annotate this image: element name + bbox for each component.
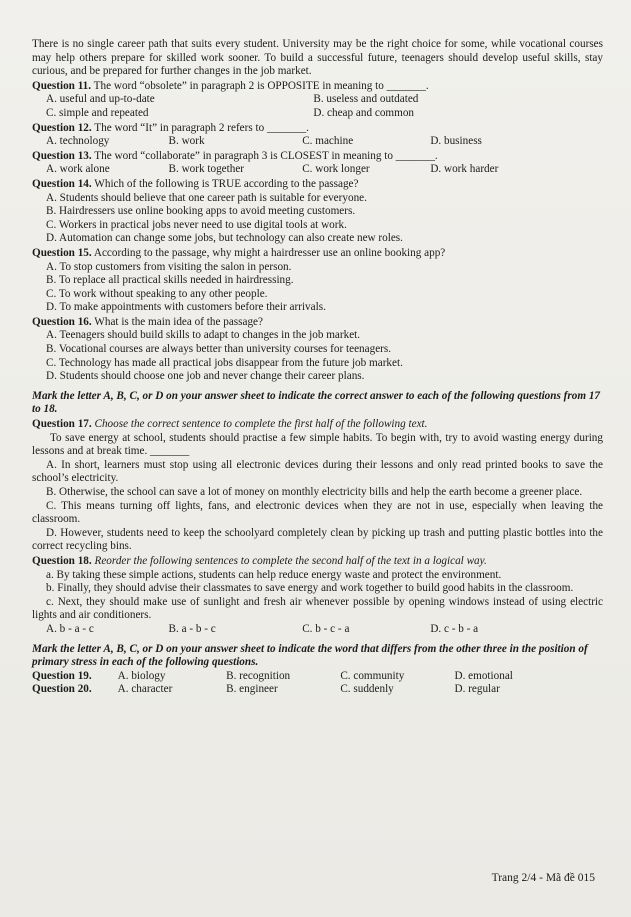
options-row [32,93,603,107]
sentence-c: c. Next, they should make use of sunlight and fresh air whenever possible by opening windows instead of using electric lights and air conditioners. [32,595,603,622]
option-c[interactable]: C. suddenly [340,683,394,696]
option-b[interactable]: B. recognition [226,669,291,682]
option-c[interactable]: C. b - c - a [302,622,350,635]
question-text: What is the main idea of the passage? [94,315,263,328]
option-b[interactable]: B. useless and outdated [313,93,419,106]
option-a[interactable]: A. character [117,683,173,696]
option-d[interactable]: D. business [430,135,482,148]
page-footer: Trang 2/4 - Mã đề 015 [491,872,595,884]
option-a[interactable]: A. technology [46,135,110,148]
question-passage: To save energy at school, students should practise a few simple habits. To begin with, try to avoid wasting energy during lessons and at break time. _______ [32,431,603,458]
option-b[interactable]: B. Vocational courses are always better than university courses for teenagers. [46,343,392,356]
section-instruction: Mark the letter A, B, C, or D on your answer sheet to indicate the word that differs from the other three in the position of primary stress in each of the following questions. [32,642,588,669]
option-c[interactable]: C. simple and repeated [46,106,149,119]
question-number: Question 18. [32,554,92,567]
question-19 [32,670,603,684]
option-d[interactable]: D. regular [454,683,500,696]
option-c[interactable]: C. To work without speaking to any other people. [46,287,268,300]
question-text: Reorder the following sentences to complete the second half of the text in a logical way. [94,554,487,567]
option-c[interactable]: C. community [340,669,405,682]
section-instruction: Mark the letter A, B, C, or D on your answer sheet to indicate the correct answer to each of the following questions from 17 to 18. [32,389,601,416]
sentence-b: b. Finally, they should advise their classmates to save energy and work together to build good habits in the classroom. [46,582,574,595]
question-16 [32,316,603,384]
question-number: Question 11. [32,79,92,92]
options-row [32,135,603,149]
option-b[interactable]: B. Otherwise, the school can save a lot of money on monthly electricity bills and help the earth become a greener place. [46,486,583,498]
question-number: Question 14. [32,177,92,190]
question-13 [32,150,603,177]
option-d[interactable]: D. To make appointments with customers before their arrivals. [46,301,326,314]
question-text: The word “obsolete” in paragraph 2 is OPPOSITE in meaning to _______. [93,79,429,92]
option-a[interactable]: A. work alone [46,163,110,176]
option-c[interactable]: C. Technology has made all practical jobs disappear from the future job market. [46,356,403,369]
question-number: Question 15. [32,246,92,259]
option-d[interactable]: D. work harder [430,163,499,176]
question-number: Question 16. [32,315,92,328]
option-d[interactable]: D. Automation can change some jobs, but technology can also create new roles. [46,232,403,245]
sentence-a: a. By taking these simple actions, students can help reduce energy waste and protect the environment. [46,568,502,581]
option-a[interactable]: A. To stop customers from visiting the salon in person. [46,260,292,273]
option-a[interactable]: A. useful and up-to-date [46,93,155,106]
question-number: Question 13. [32,149,92,162]
option-b[interactable]: B. work together [168,163,245,176]
option-a[interactable]: A. Students should believe that one career path is suitable for everyone. [46,191,367,204]
question-number: Question 19. [32,669,92,682]
question-number: Question 17. [32,418,92,431]
question-number: Question 12. [32,121,92,134]
option-a[interactable]: A. b - a - c [46,622,94,635]
option-d[interactable]: D. emotional [454,669,513,682]
question-number: Question 20. [32,683,92,696]
question-text: According to the passage, why might a hairdresser use an online booking app? [93,246,446,259]
question-text: The word “collaborate” in paragraph 3 is CLOSEST in meaning to _______. [94,149,438,162]
question-11 [32,80,603,121]
question-20 [32,683,603,697]
option-c[interactable]: C. work longer [302,163,370,176]
option-c[interactable]: C. This means turning off lights, fans, and electronic devices when they are not in use, especially when leaving the classroom. [32,499,603,526]
option-c[interactable]: C. Workers in practical jobs never need to use digital tools at work. [46,218,347,231]
option-d[interactable]: D. Students should choose one job and never change their career plans. [46,370,365,383]
option-d[interactable]: D. c - b - a [430,622,479,635]
question-12 [32,122,603,149]
options-row [32,107,603,121]
option-b[interactable]: B. work [168,135,205,148]
question-18 [32,555,603,637]
question-text: The word “It” in paragraph 2 refers to _______. [94,121,309,134]
option-b[interactable]: B. a - b - c [168,622,216,635]
option-b[interactable]: B. Hairdressers use online booking apps to avoid meeting customers. [46,205,356,218]
option-d[interactable]: D. However, students need to keep the schoolyard completely clean by picking up trash and putting plastic bottles into the correct recycling bins. [32,526,603,553]
options-row [32,623,603,637]
question-text: Which of the following is TRUE according to the passage? [94,177,359,190]
question-text: Choose the correct sentence to complete the first half of the following text. [94,418,428,431]
option-a[interactable]: A. biology [117,669,166,682]
option-c[interactable]: C. machine [302,135,354,148]
option-b[interactable]: B. engineer [226,683,278,696]
option-b[interactable]: B. To replace all practical skills needed in hairdressing. [46,274,294,287]
question-14 [32,178,603,246]
options-row [32,163,603,177]
option-a[interactable]: A. In short, learners must stop using all electronic devices during their lessons and only read printed books to save the school’s electricity. [32,458,603,485]
question-17 [32,418,603,554]
option-d[interactable]: D. cheap and common [313,106,415,119]
option-a[interactable]: A. Teenagers should build skills to adapt to changes in the job market. [46,329,361,342]
intro-paragraph: There is no single career path that suits every student. University may be the right choice for some, while vocational courses may help others prepare for skilled work sooner. To build a successful future, teenagers should develop useful skills, stay curious, and be prepared for further changes in the job market. [32,38,603,78]
question-15 [32,247,603,315]
